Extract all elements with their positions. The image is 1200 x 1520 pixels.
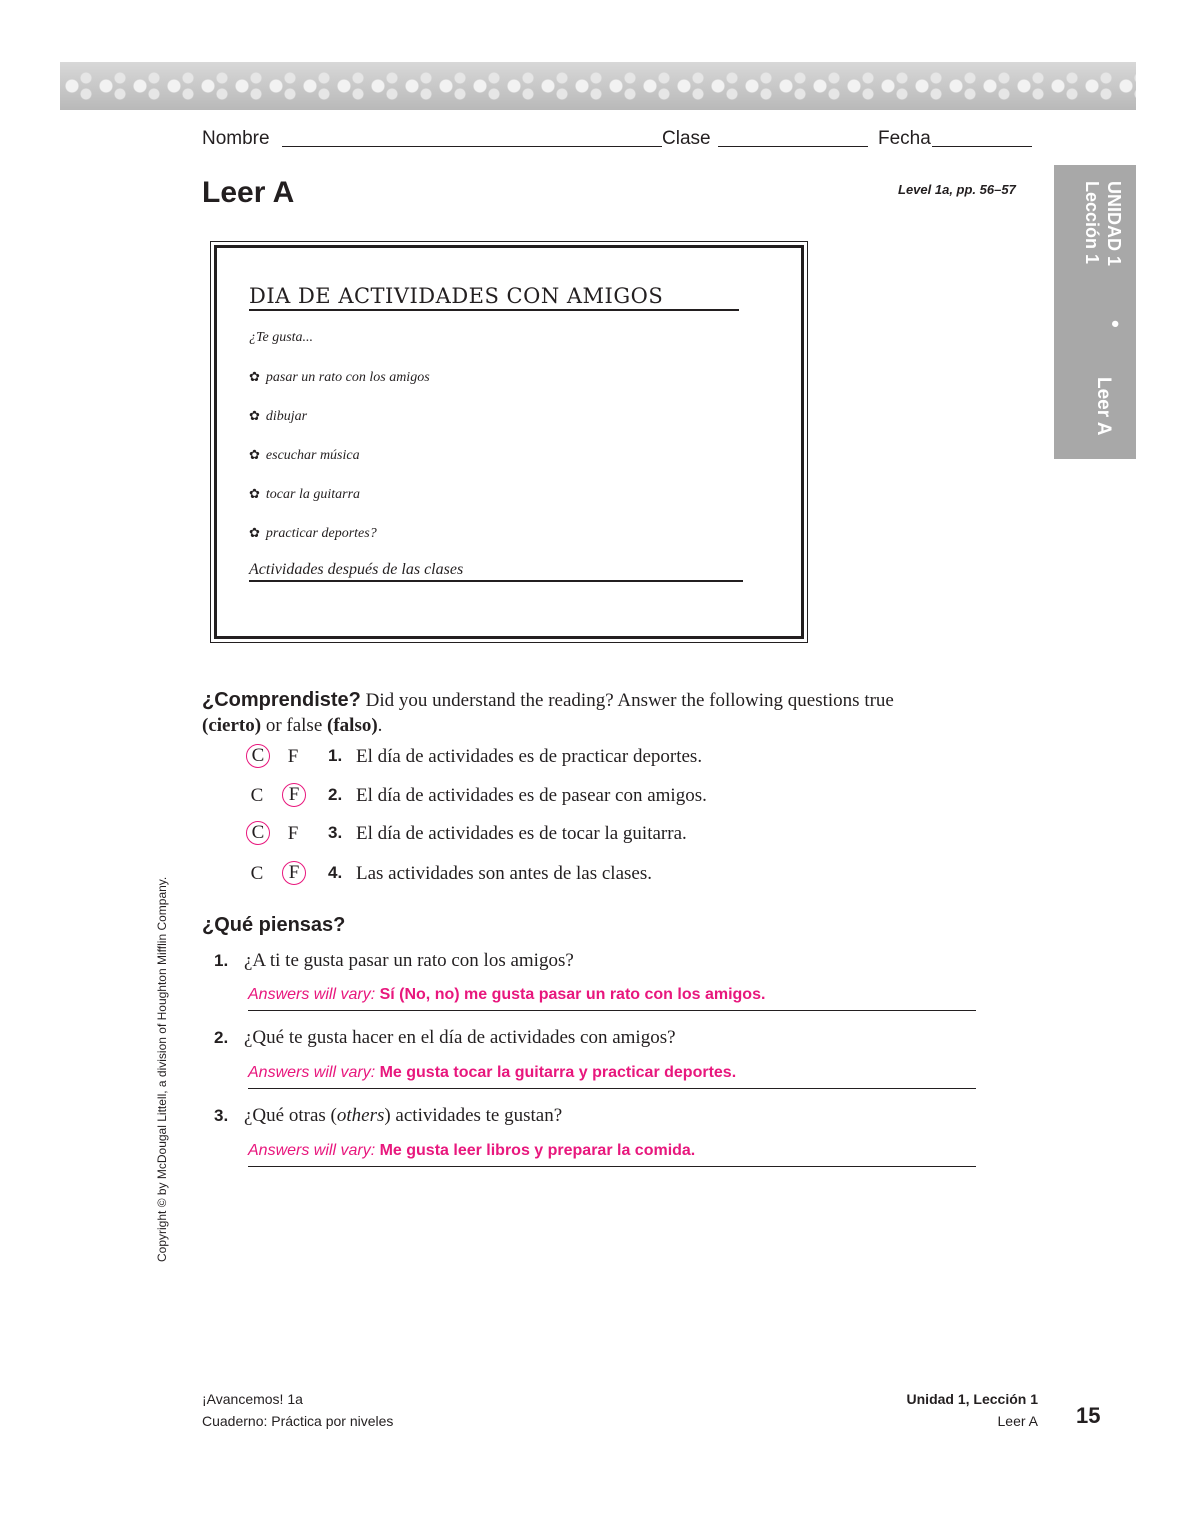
item-number: 1.	[328, 746, 343, 765]
footer-book-info: ¡Avancemos! 1a Cuaderno: Práctica por niveles	[202, 1391, 394, 1429]
cierto-option[interactable]: C	[246, 821, 270, 845]
item-number: 3.	[328, 823, 343, 842]
clase-field[interactable]	[718, 146, 868, 147]
nombre-field[interactable]	[282, 146, 662, 147]
side-tab-section: Leer A	[1093, 377, 1114, 436]
flyer-item: ✿ pasar un rato con los amigos	[249, 369, 430, 385]
cierto-option[interactable]: C	[250, 863, 264, 884]
nombre-label: Nombre	[202, 128, 270, 149]
activity-flyer	[214, 245, 804, 639]
falso-option[interactable]: F	[287, 823, 299, 844]
flyer-question: ¿Te gusta...	[249, 330, 314, 345]
clase-label: Clase	[662, 128, 711, 149]
comprendiste-instructions: ¿Comprendiste? Did you understand the reading? Answer the following questions true (cierto) or false (falso).	[202, 689, 894, 736]
level-reference: Level 1a, pp. 56–57	[898, 182, 1016, 197]
side-tab	[1054, 165, 1136, 459]
fecha-field[interactable]	[932, 146, 1032, 147]
footer-lesson-info: Unidad 1, Lección 1 Leer A	[906, 1391, 1038, 1429]
fecha-label: Fecha	[878, 128, 931, 149]
item-number: 2.	[328, 785, 343, 804]
side-tab-unidad: UNIDAD 1	[1104, 181, 1124, 267]
flyer-footer: Actividades después de las clases	[249, 561, 743, 582]
question: 1. ¿A ti te gusta pasar un rato con los amigos?	[214, 950, 574, 971]
flower-bullet-icon: ✿	[249, 408, 260, 423]
falso-option[interactable]: F	[282, 861, 306, 885]
student-info-row	[202, 126, 1032, 152]
cierto-option[interactable]: C	[250, 785, 264, 806]
item-statement: El día de actividades es de tocar la guitarra.	[356, 823, 687, 844]
decorative-header-band	[60, 62, 1136, 110]
answer-line[interactable]: Answers will vary: Sí (No, no) me gusta pasar un rato con los amigos.	[248, 986, 976, 1011]
falso-option[interactable]: F	[282, 783, 306, 807]
flower-bullet-icon: ✿	[249, 486, 260, 501]
item-statement: El día de actividades es de practicar deportes.	[356, 746, 703, 767]
cierto-option[interactable]: C	[246, 744, 270, 768]
item-statement: El día de actividades es de pasear con amigos.	[356, 785, 707, 806]
page-number: 15	[1076, 1403, 1101, 1428]
question: 3. ¿Qué otras (others) actividades te gustan?	[214, 1105, 563, 1126]
comprendiste-heading: ¿Comprendiste?	[202, 689, 361, 711]
flyer-item: ✿ tocar la guitarra	[249, 486, 361, 502]
piensas-heading: ¿Qué piensas?	[202, 914, 346, 936]
item-number: 4.	[328, 863, 343, 882]
answer-line[interactable]: Answers will vary: Me gusta leer libros y preparar la comida.	[248, 1142, 976, 1167]
flyer-item: ✿ practicar deportes?	[249, 525, 377, 541]
item-statement: Las actividades son antes de las clases.	[356, 863, 652, 884]
page-title: Leer A	[202, 176, 295, 209]
falso-option[interactable]: F	[287, 746, 299, 767]
side-tab-leccion: Lección 1	[1082, 181, 1102, 265]
flower-bullet-icon: ✿	[249, 447, 260, 462]
flower-bullet-icon: ✿	[249, 525, 260, 540]
side-tab-separator: •	[1103, 320, 1128, 328]
flyer-item: ✿ dibujar	[249, 408, 308, 424]
answer-line[interactable]: Answers will vary: Me gusta tocar la guitarra y practicar deportes.	[248, 1064, 976, 1089]
question: 2. ¿Qué te gusta hacer en el día de actividades con amigos?	[214, 1027, 676, 1048]
flyer-title: DIA DE ACTIVIDADES CON AMIGOS	[249, 284, 739, 311]
copyright-notice: Copyright © by McDougal Littell, a division of Houghton Mifflin Company.	[155, 876, 169, 1262]
flyer-item: ✿ escuchar música	[249, 447, 360, 463]
flower-bullet-icon: ✿	[249, 369, 260, 384]
